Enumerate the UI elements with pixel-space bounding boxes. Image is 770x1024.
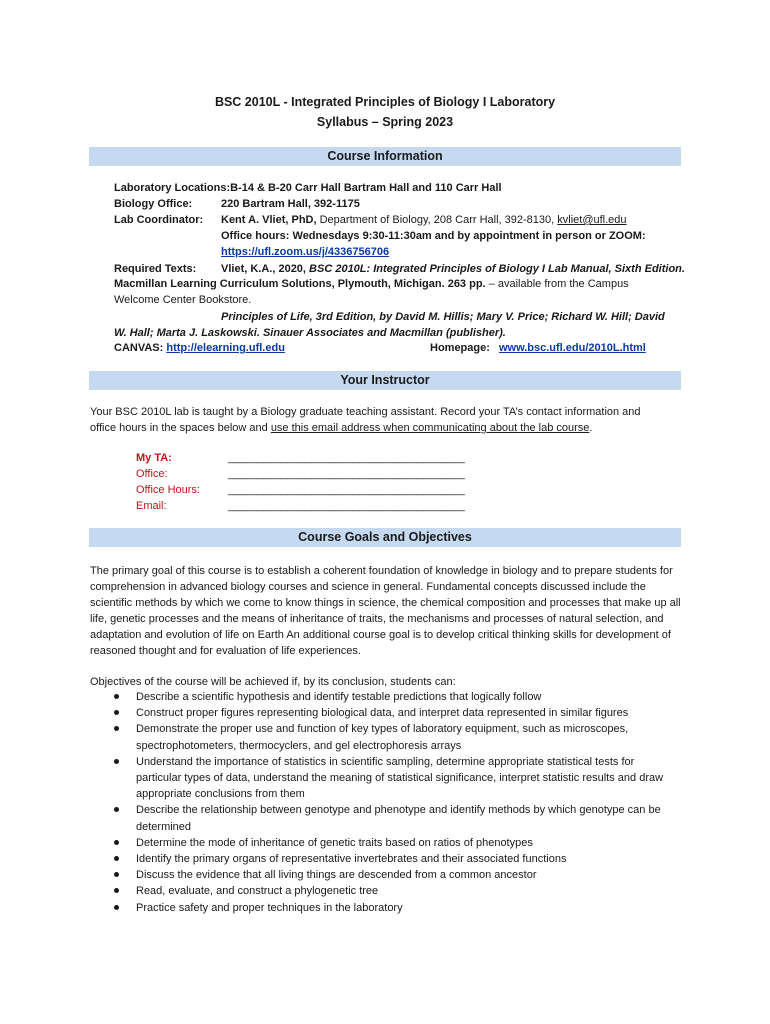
ta-office-hours-blank[interactable]: ________________________________________ xyxy=(228,484,465,496)
lab-coordinator-row xyxy=(221,212,627,228)
canvas-row xyxy=(114,340,285,356)
objective-item: Construct proper figures representing biological data, and interpret data represented in similar figures xyxy=(90,705,682,721)
instructor-paragraph-line2 xyxy=(90,420,592,436)
zoom-link[interactable]: https://ufl.zoom.us/j/4336756706 xyxy=(221,246,390,258)
objective-item: Determine the mode of inheritance of genetic traits based on ratios of phenotypes xyxy=(90,835,682,851)
ta-name-blank[interactable]: ________________________________________ xyxy=(228,452,465,464)
lab-locations-value: B-14 & B-20 Carr Hall Bartram Hall and 110 Carr Hall xyxy=(230,182,502,194)
coordinator-detail: Department of Biology, 208 Carr Hall, 392-8130, xyxy=(319,214,555,226)
instructor-para-text: office hours in the spaces below and xyxy=(90,422,268,434)
text1-publisher: Macmillan Learning Curriculum Solutions, Plymouth, Michigan. 263 pp. xyxy=(114,278,486,290)
objective-item: Identify the primary organs of representative invertebrates and their associated functions xyxy=(90,851,682,867)
objective-item: Discuss the evidence that all living things are descended from a common ancestor xyxy=(90,867,682,883)
canvas-link[interactable]: http://elearning.ufl.edu xyxy=(166,342,285,354)
objective-item: Demonstrate the proper use and function of key types of laboratory equipment, such as microscopes, spectrophotometers, thermocyclers, and gel electrophoresis arrays xyxy=(90,721,682,753)
coordinator-name: Kent A. Vliet, PhD, xyxy=(221,214,317,226)
lab-locations-label: Laboratory Locations: xyxy=(114,182,231,194)
bio-office-label: Biology Office: xyxy=(114,198,193,210)
lab-locations-row xyxy=(114,180,502,196)
text1-publisher-line xyxy=(114,276,629,292)
course-information-heading: Course Information xyxy=(89,147,681,166)
ta-email-label: Email: xyxy=(136,500,167,512)
ta-office-blank[interactable]: ________________________________________ xyxy=(228,468,465,480)
ta-name-label: My TA: xyxy=(136,452,172,464)
instructor-paragraph-line1: Your BSC 2010L lab is taught by a Biology graduate teaching assistant. Record your TA’s contact information and xyxy=(90,406,641,418)
course-goals-heading: Course Goals and Objectives xyxy=(89,528,681,547)
homepage-row xyxy=(430,340,646,356)
text1-availability-cont: Welcome Center Bookstore. xyxy=(114,294,252,306)
text2-line2: W. Hall; Marta J. Laskowski. Sinauer Associates and Macmillan (publisher). xyxy=(114,327,506,339)
lab-coordinator-label: Lab Coordinator: xyxy=(114,214,204,226)
ta-email-blank[interactable]: ________________________________________ xyxy=(228,500,465,512)
objective-item: Practice safety and proper techniques in the laboratory xyxy=(90,900,682,916)
document-title: BSC 2010L - Integrated Principles of Biology I Laboratory xyxy=(214,95,556,109)
text2-line1: Principles of Life, 3rd Edition, by David M. Hillis; Mary V. Price; Richard W. Hill; David xyxy=(221,311,665,323)
instructor-para-period: . xyxy=(589,422,593,434)
objective-item: Describe a scientific hypothesis and identify testable predictions that logically follow xyxy=(90,689,682,705)
objectives-list xyxy=(90,689,682,916)
objective-item: Understand the importance of statistics in scientific sampling, determine appropriate statistical tests for particular types of data, understand the meaning of statistical significance, interpret statistic results and draw appropriate conclusions from them xyxy=(90,754,682,803)
text1-availability: – available from the Campus xyxy=(488,278,629,290)
coordinator-email-link[interactable]: kvliet@ufl.edu xyxy=(557,214,627,226)
text1-author: Vliet, K.A., 2020, xyxy=(221,263,306,275)
text1-line xyxy=(221,261,685,277)
canvas-label: CANVAS: xyxy=(114,342,164,354)
objective-item: Read, evaluate, and construct a phylogenetic tree xyxy=(90,883,682,899)
ta-office-hours-label: Office Hours: xyxy=(136,484,200,496)
bio-office-value: 220 Bartram Hall, 392-1175 xyxy=(221,198,360,210)
homepage-label: Homepage: xyxy=(430,342,490,354)
ta-office-label: Office: xyxy=(136,468,168,480)
required-texts-label: Required Texts: xyxy=(114,263,197,275)
objective-item: Describe the relationship between genotype and phenotype and identify methods by which genotype can be determined xyxy=(90,802,682,834)
text1-title: BSC 2010L: Integrated Principles of Biology I Lab Manual, Sixth Edition. xyxy=(309,263,685,275)
instructor-para-emphasis: use this email address when communicating about the lab course xyxy=(270,422,590,434)
office-hours-text: Office hours: Wednesdays 9:30-11:30am and by appointment in person or ZOOM: xyxy=(221,230,646,242)
objectives-intro: Objectives of the course will be achieved if, by its conclusion, students can: xyxy=(90,676,456,688)
your-instructor-heading: Your Instructor xyxy=(89,371,681,390)
homepage-link[interactable]: www.bsc.ufl.edu/2010L.html xyxy=(498,342,646,354)
document-subtitle: Syllabus – Spring 2023 xyxy=(316,115,454,129)
goals-paragraph: The primary goal of this course is to establish a coherent foundation of knowledge in biology and to prepare students for comprehension in advanced biology courses and science in general. Fundamental concepts discussed include the scientific methods by which we come to know things in science, the chemical composition and processes that make up all life, genetic processes and the means of inheritance of traits, the mechanisms and processes of natural selection, and adaptation and evolution of life on Earth An additional course goal is to develop critical thinking skills for development of reasoned thought and for evaluation of life experiences. xyxy=(90,565,681,657)
